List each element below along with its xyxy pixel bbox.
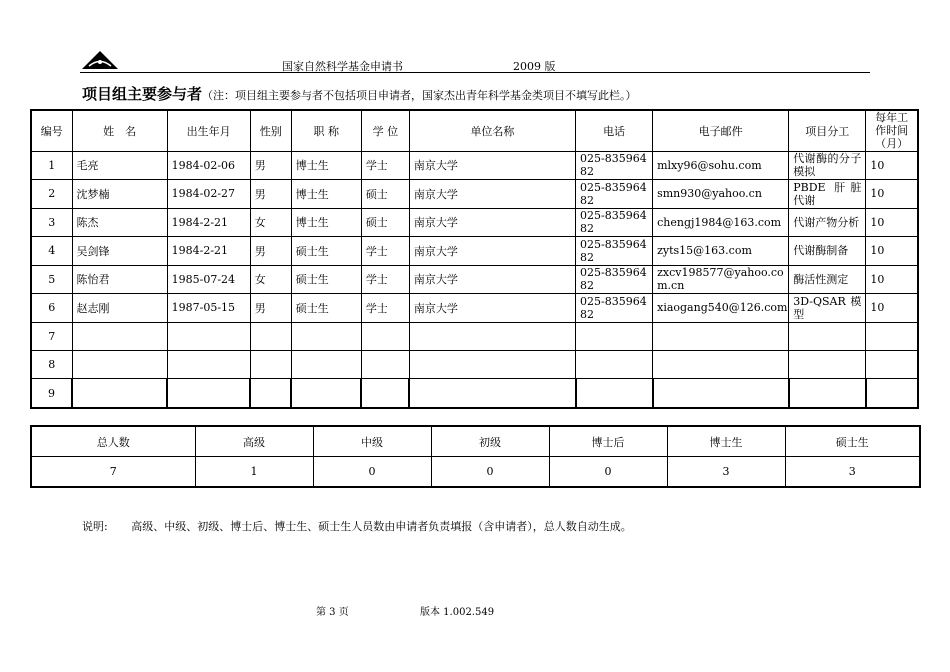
- cell-email[interactable]: smn930@yahoo.cn: [653, 180, 789, 208]
- summary-header: 中级: [313, 426, 431, 457]
- summary-header: 博士生: [667, 426, 785, 457]
- cell-degree[interactable]: 学士: [361, 265, 409, 293]
- summary-value-total[interactable]: 7: [31, 457, 195, 488]
- cell-degree[interactable]: [361, 350, 409, 378]
- cell-name[interactable]: 吴剑锋: [72, 237, 167, 265]
- cell-degree[interactable]: 学士: [361, 151, 409, 179]
- version-number: 版本 1.002.549: [420, 607, 495, 618]
- cell-title[interactable]: 硕士生: [291, 237, 361, 265]
- cell-name[interactable]: 毛亮: [72, 151, 167, 179]
- cell-degree[interactable]: 学士: [361, 237, 409, 265]
- cell-phone[interactable]: 025-83596482: [576, 265, 653, 293]
- table-row: [31, 350, 918, 378]
- cell-phone[interactable]: [576, 350, 653, 378]
- cell-email[interactable]: zyts15@163.com: [653, 237, 789, 265]
- cell-no[interactable]: 5: [31, 265, 72, 293]
- cell-gender[interactable]: 男: [250, 294, 291, 322]
- members-table: [30, 109, 919, 409]
- cell-name[interactable]: 沈梦楠: [72, 180, 167, 208]
- cell-degree[interactable]: [361, 322, 409, 350]
- cell-title[interactable]: 博士生: [291, 208, 361, 236]
- cell-unit[interactable]: 南京大学: [409, 237, 575, 265]
- column-header: 职 称: [291, 110, 361, 151]
- cell-unit[interactable]: 南京大学: [409, 180, 575, 208]
- cell-gender[interactable]: [250, 322, 291, 350]
- table-row: [31, 322, 918, 350]
- summary-header: 初级: [431, 426, 549, 457]
- cell-task[interactable]: [789, 350, 866, 378]
- cell-no[interactable]: 2: [31, 180, 72, 208]
- section-title: 项目组主要参与者: [82, 85, 203, 103]
- cell-no[interactable]: 1: [31, 151, 72, 179]
- summary-header: 硕士生: [785, 426, 920, 457]
- cell-degree[interactable]: 硕士: [361, 208, 409, 236]
- cell-email[interactable]: [653, 350, 789, 378]
- cell-birth[interactable]: [167, 350, 250, 378]
- cell-email[interactable]: zxcv198577@yahoo.com.cn: [653, 265, 789, 293]
- cell-name[interactable]: 陈杰: [72, 208, 167, 236]
- cell-task[interactable]: PBDE 肝脏代谢: [789, 180, 866, 208]
- cell-degree[interactable]: 学士: [361, 294, 409, 322]
- cell-title[interactable]: 硕士生: [291, 265, 361, 293]
- cell-email[interactable]: xiaogang540@126.com: [653, 294, 789, 322]
- table-row: [31, 180, 918, 208]
- column-header: 单位名称: [409, 110, 575, 151]
- cell-name[interactable]: [72, 350, 167, 378]
- page-number: 第 3 页: [316, 607, 349, 618]
- cell-task[interactable]: 代谢产物分析: [789, 208, 866, 236]
- table-row: [31, 237, 918, 265]
- cell-title[interactable]: [291, 379, 361, 408]
- summary-header: 博士后: [549, 426, 667, 457]
- cell-name[interactable]: [72, 322, 167, 350]
- cell-unit[interactable]: [409, 322, 575, 350]
- cell-name[interactable]: 赵志刚: [72, 294, 167, 322]
- cell-task[interactable]: [789, 322, 866, 350]
- table-row: [31, 208, 918, 236]
- header-edition: 2009 版: [513, 60, 556, 73]
- cell-no[interactable]: 4: [31, 237, 72, 265]
- cell-months[interactable]: 10: [866, 151, 918, 179]
- cell-unit[interactable]: 南京大学: [409, 208, 575, 236]
- cell-birth[interactable]: [167, 379, 250, 408]
- summary-value[interactable]: 1: [195, 457, 313, 488]
- summary-value-row: [31, 457, 920, 488]
- column-header: 编号: [31, 110, 72, 151]
- cell-months[interactable]: 10: [866, 294, 918, 322]
- cell-phone[interactable]: 025-83596482: [576, 294, 653, 322]
- cell-unit[interactable]: [409, 379, 575, 408]
- cell-email[interactable]: mlxy96@sohu.com: [653, 151, 789, 179]
- cell-degree[interactable]: [361, 379, 409, 408]
- cell-gender[interactable]: [250, 379, 291, 408]
- cell-phone[interactable]: 025-83596482: [576, 180, 653, 208]
- cell-gender[interactable]: 男: [250, 180, 291, 208]
- cell-months[interactable]: [866, 350, 918, 378]
- cell-no[interactable]: 9: [31, 379, 72, 408]
- column-header: 每年工作时间（月）: [866, 110, 918, 151]
- cell-unit[interactable]: [409, 350, 575, 378]
- cell-gender[interactable]: 男: [250, 237, 291, 265]
- summary-value[interactable]: 0: [549, 457, 667, 488]
- column-header: 姓 名: [72, 110, 167, 151]
- cell-birth[interactable]: 1984-02-06: [167, 151, 250, 179]
- cell-phone[interactable]: 025-83596482: [576, 208, 653, 236]
- summary-header: 总人数: [31, 426, 195, 457]
- summary-header: 高级: [195, 426, 313, 457]
- cell-gender[interactable]: 女: [250, 265, 291, 293]
- cell-unit[interactable]: 南京大学: [409, 294, 575, 322]
- section-note: （注：项目组主要参与者不包括项目申请者，国家杰出青年科学基金类项目不填写此栏。）: [202, 89, 637, 102]
- cell-degree[interactable]: 硕士: [361, 180, 409, 208]
- cell-gender[interactable]: 男: [250, 151, 291, 179]
- column-header: 性别: [250, 110, 291, 151]
- cell-phone[interactable]: [576, 322, 653, 350]
- summary-table: [30, 425, 921, 488]
- cell-birth[interactable]: 1984-02-27: [167, 180, 250, 208]
- footnote-text: 高级、中级、初级、博士后、博士生、硕士生人员数由申请者负责填报（含申请者），总人数自动生成。: [131, 520, 632, 533]
- table-row: [31, 294, 918, 322]
- cell-months[interactable]: 10: [866, 208, 918, 236]
- cell-birth[interactable]: 1984-2-21: [167, 237, 250, 265]
- cell-phone[interactable]: 025-83596482: [576, 151, 653, 179]
- cell-name[interactable]: [72, 379, 167, 408]
- column-header: 项目分工: [789, 110, 866, 151]
- header-divider: [80, 72, 870, 73]
- cell-no[interactable]: 6: [31, 294, 72, 322]
- column-header: 学 位: [361, 110, 409, 151]
- cell-task[interactable]: 代谢酶的分子模拟: [789, 151, 866, 179]
- cell-no[interactable]: 8: [31, 350, 72, 378]
- summary-value[interactable]: 3: [785, 457, 920, 488]
- cell-title[interactable]: [291, 322, 361, 350]
- cell-title[interactable]: [291, 350, 361, 378]
- cell-task[interactable]: 3D-QSAR 模型: [789, 294, 866, 322]
- cell-months[interactable]: 10: [866, 237, 918, 265]
- cell-gender[interactable]: [250, 350, 291, 378]
- column-header: 出生年月: [167, 110, 250, 151]
- column-header: 电子邮件: [653, 110, 789, 151]
- cell-no[interactable]: 7: [31, 322, 72, 350]
- cell-birth[interactable]: 1987-05-15: [167, 294, 250, 322]
- cell-task[interactable]: 酶活性测定: [789, 265, 866, 293]
- table-row: [31, 151, 918, 179]
- section-heading: [82, 83, 637, 104]
- cell-birth[interactable]: 1984-2-21: [167, 208, 250, 236]
- cell-months[interactable]: [866, 379, 918, 408]
- cell-gender[interactable]: 女: [250, 208, 291, 236]
- cell-name[interactable]: 陈怡君: [72, 265, 167, 293]
- summary-value[interactable]: 3: [667, 457, 785, 488]
- cell-title[interactable]: 博士生: [291, 151, 361, 179]
- cell-title[interactable]: 硕士生: [291, 294, 361, 322]
- table-row: [31, 265, 918, 293]
- cell-months[interactable]: [866, 322, 918, 350]
- cell-birth[interactable]: 1985-07-24: [167, 265, 250, 293]
- cell-months[interactable]: 10: [866, 180, 918, 208]
- table-row: [31, 379, 918, 408]
- summary-header-row: [31, 426, 920, 457]
- cell-task[interactable]: [789, 379, 866, 408]
- column-header: 电话: [576, 110, 653, 151]
- cell-title[interactable]: 博士生: [291, 180, 361, 208]
- cell-phone[interactable]: [576, 379, 653, 408]
- summary-value[interactable]: 0: [313, 457, 431, 488]
- cell-unit[interactable]: 南京大学: [409, 151, 575, 179]
- header-title: 国家自然科学基金申请书: [282, 60, 403, 73]
- cell-phone[interactable]: 025-83596482: [576, 237, 653, 265]
- nsfc-logo-icon: [80, 49, 120, 71]
- table-header-row: [31, 110, 918, 151]
- cell-email[interactable]: [653, 379, 789, 408]
- cell-months[interactable]: 10: [866, 265, 918, 293]
- cell-email[interactable]: [653, 322, 789, 350]
- footnote-label: 说明:: [82, 520, 108, 533]
- cell-no[interactable]: 3: [31, 208, 72, 236]
- footnote: [82, 518, 632, 534]
- cell-birth[interactable]: [167, 322, 250, 350]
- cell-unit[interactable]: 南京大学: [409, 265, 575, 293]
- cell-task[interactable]: 代谢酶制备: [789, 237, 866, 265]
- cell-email[interactable]: chengj1984@163.com: [653, 208, 789, 236]
- summary-value[interactable]: 0: [431, 457, 549, 488]
